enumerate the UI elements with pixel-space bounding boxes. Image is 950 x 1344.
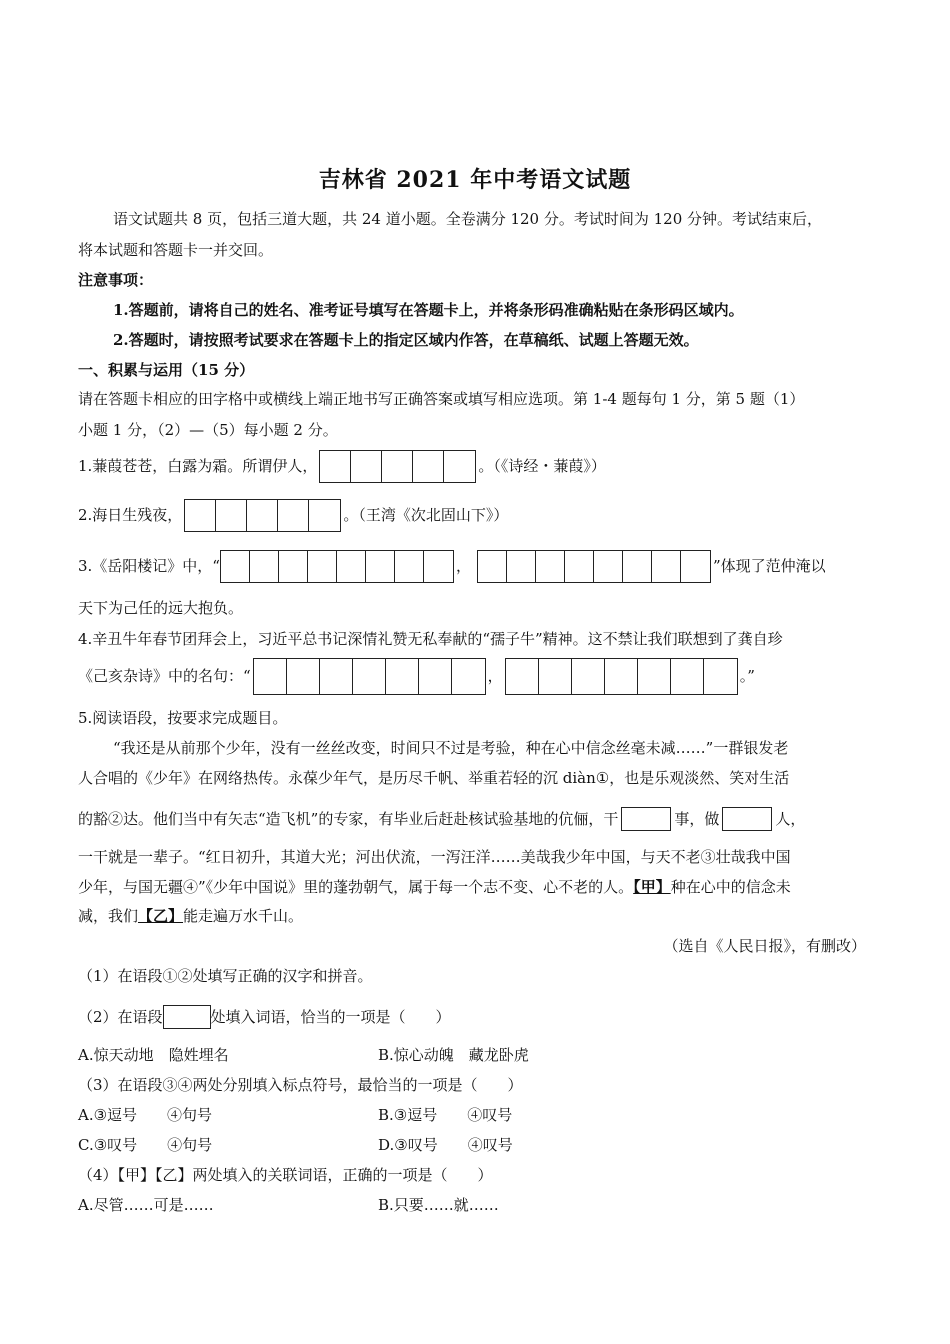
question-4-text-end: 。” bbox=[739, 667, 755, 685]
question-3-answer-grid-a[interactable] bbox=[220, 550, 454, 583]
question-4-text: 《己亥杂诗》中的名句：“ bbox=[78, 667, 251, 685]
question-3-line-2: 天下为己任的远大抱负。 bbox=[78, 599, 244, 617]
question-2-text: 2.海日生残夜， bbox=[78, 506, 183, 524]
question-2-source: 。（王湾《次北固山下》） bbox=[343, 506, 509, 524]
intro-line-1: 语文试题共 8 页，包括三道大题，共 24 道小题。全卷满分 120 分。考试时间为 120 分钟。考试结束后， bbox=[113, 210, 823, 228]
passage-line-3-part-a: 的豁②达。他们当中有矢志“造飞机”的专家，有毕业后赶赴核试验基地的伉俪，干 bbox=[78, 810, 619, 828]
option-3c[interactable]: C.③叹号 ④句号 bbox=[78, 1136, 213, 1154]
passage-line-6 bbox=[78, 906, 303, 926]
section-1-instruction-2: 小题 1 分，（2）—（5）每小题 2 分。 bbox=[78, 421, 338, 439]
section-1-heading: 一、积累与运用（15 分） bbox=[78, 361, 255, 379]
passage-line-4: 一干就是一辈子。“红日初升，其道大光；河出伏流，一泻汪洋……美哉我少年中国，与天不老③壮哉我中国 bbox=[78, 848, 791, 866]
marker-yi: 【乙】 bbox=[138, 907, 184, 925]
question-3-text-end: ”体现了范仲淹以 bbox=[713, 557, 826, 575]
passage-line-3-part-c: 人， bbox=[775, 810, 806, 828]
option-3a[interactable]: A.③逗号 ④句号 bbox=[78, 1106, 213, 1124]
notice-heading: 注意事项： bbox=[78, 271, 154, 289]
question-5-heading: 5.阅读语段，按要求完成题目。 bbox=[78, 709, 288, 727]
passage-line-6-part-b: 能走遍万水千山。 bbox=[183, 907, 304, 925]
option-2a[interactable]: A.惊天动地 隐姓埋名 bbox=[78, 1046, 229, 1064]
passage-source: （选自《人民日报》，有删改） bbox=[663, 937, 866, 955]
marker-jia: 【甲】 bbox=[633, 878, 671, 896]
question-4 bbox=[78, 657, 755, 695]
question-2 bbox=[78, 497, 508, 533]
question-3-text: 3.《岳阳楼记》中，“ bbox=[78, 557, 220, 575]
subquestion-2-box bbox=[163, 1005, 211, 1029]
question-1-text: 1.蒹葭苍苍，白露为霜。所谓伊人， bbox=[78, 457, 318, 475]
question-2-answer-grid[interactable] bbox=[184, 499, 341, 532]
subquestion-4: （4）【甲】【乙】两处填入的关联词语，正确的一项是（ ） bbox=[78, 1166, 493, 1184]
question-1-answer-grid[interactable] bbox=[319, 450, 476, 483]
passage-line-3-part-b: 事，做 bbox=[674, 810, 720, 828]
option-3d[interactable]: D.③叹号 ④叹号 bbox=[378, 1136, 513, 1154]
notice-item-2: 2.答题时，请按照考试要求在答题卡上的指定区域内作答，在草稿纸、试题上答题无效。 bbox=[113, 331, 699, 349]
passage-line-5 bbox=[78, 877, 791, 897]
question-1 bbox=[78, 448, 606, 484]
passage-line-6-part-a: 减，我们 bbox=[78, 907, 139, 925]
option-3b[interactable]: B.③逗号 ④叹号 bbox=[378, 1106, 513, 1124]
exam-title: 吉林省 2021 年中考语文试题 bbox=[318, 167, 632, 193]
passage-blank-2[interactable] bbox=[722, 807, 772, 831]
question-3-comma: ， bbox=[455, 557, 471, 575]
option-4a[interactable]: A.尽管……可是…… bbox=[78, 1196, 214, 1214]
question-4-answer-grid-b[interactable] bbox=[505, 658, 738, 695]
subquestion-3: （3）在语段③④两处分别填入标点符号，最恰当的一项是（ ） bbox=[78, 1076, 523, 1094]
passage-line-1: “我还是从前那个少年，没有一丝丝改变，时间只不过是考验，种在心中信念丝毫未减……”一群银发老 bbox=[113, 739, 789, 757]
subquestion-1: （1）在语段①②处填写正确的汉字和拼音。 bbox=[78, 967, 373, 985]
passage-line-2: 人合唱的《少年》在网络热传。永葆少年气，是历尽千帆、举重若轻的沉 diàn①，也是乐观淡然、笑对生活 bbox=[78, 769, 790, 787]
option-2b[interactable]: B.惊心动魄 藏龙卧虎 bbox=[378, 1046, 529, 1064]
question-3 bbox=[78, 548, 826, 584]
question-4-answer-grid-a[interactable] bbox=[253, 658, 486, 695]
subquestion-2 bbox=[78, 1004, 451, 1030]
passage-blank-1[interactable] bbox=[621, 807, 671, 831]
passage-line-3 bbox=[78, 806, 805, 832]
section-1-instruction-1: 请在答题卡相应的田字格中或横线上端正地书写正确答案或填写相应选项。第 1-4 题每句 1 分，第 5 题（1） bbox=[78, 390, 805, 408]
question-4-line-1: 4.辛丑牛年春节团拜会上，习近平总书记深情礼赞无私奉献的“孺子牛”精神。这不禁让我们联想到了龚自珍 bbox=[78, 630, 783, 648]
option-4b[interactable]: B.只要……就…… bbox=[378, 1196, 499, 1214]
subquestion-2-text: （2）在语段 bbox=[78, 1008, 163, 1026]
passage-line-5-part-b: 种在心中的信念未 bbox=[670, 878, 791, 896]
intro-line-2: 将本试题和答题卡一并交回。 bbox=[78, 241, 274, 259]
passage-line-5-part-a: 少年，与国无疆④”《少年中国说》里的蓬勃朝气，属于每一个志不变、心不老的人。 bbox=[78, 878, 634, 896]
question-4-comma: ， bbox=[487, 667, 503, 685]
question-1-source: 。（《诗经・蒹葭》） bbox=[478, 457, 606, 475]
notice-item-1: 1.答题前，请将自己的姓名、准考证号填写在答题卡上，并将条形码准确粘贴在条形码区域内。 bbox=[113, 301, 744, 319]
subquestion-2-text-end: 处填入词语，恰当的一项是（ ） bbox=[210, 1008, 451, 1026]
question-3-answer-grid-b[interactable] bbox=[477, 550, 711, 583]
